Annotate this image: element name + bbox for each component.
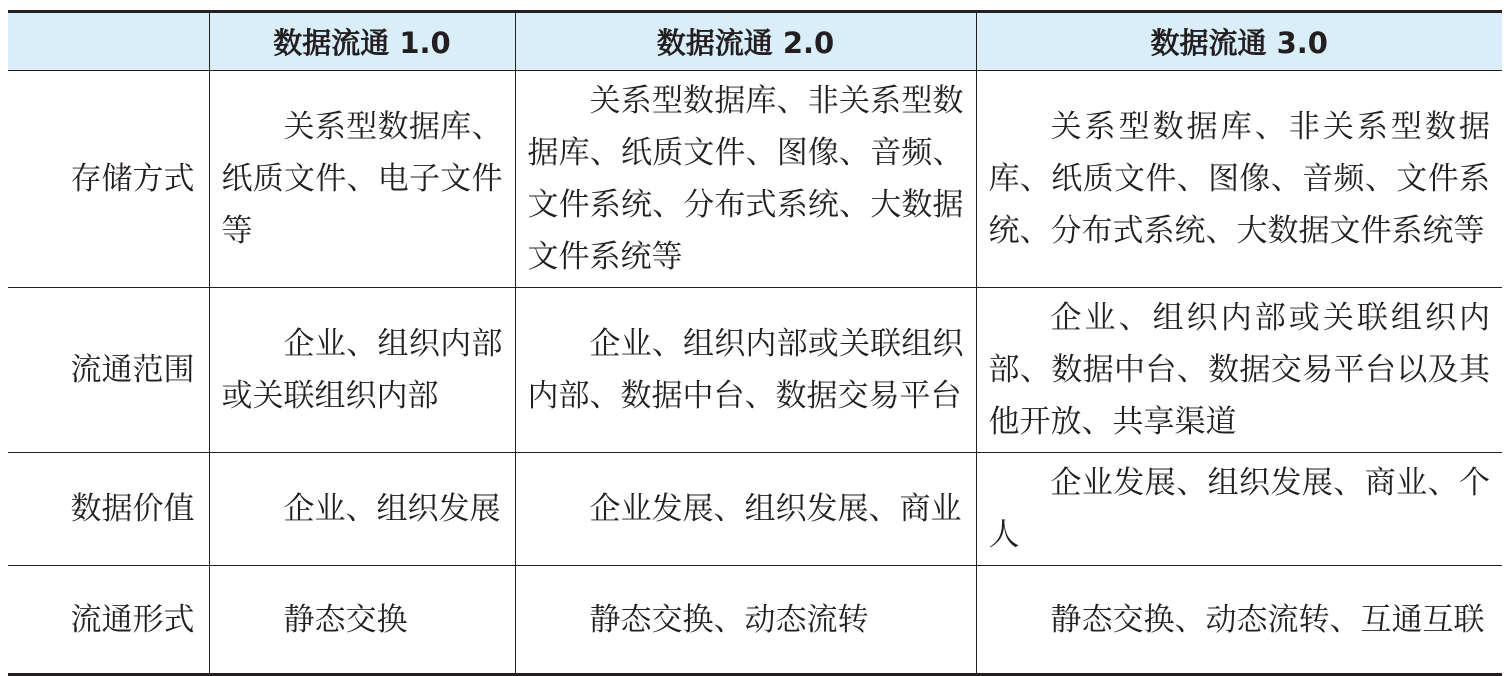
table-cell: 企业发展、组织发展、商业: [515, 453, 976, 566]
header-cell-v1: 数据流通 1.0: [209, 12, 515, 71]
table-row: [8, 453, 1502, 566]
table-cell: 关系型数据库、纸质文件、电子文件等: [209, 71, 515, 288]
table-cell: 企业、组织内部或关联组织内部、数据中台、数据交易平台以及其他开放、共享渠道: [976, 288, 1502, 453]
comparison-table: [8, 10, 1502, 676]
table-cell: 企业发展、组织发展、商业、个人: [976, 453, 1502, 566]
header-cell-v3: 数据流通 3.0: [976, 12, 1502, 71]
table-cell: 关系型数据库、非关系型数据库、纸质文件、图像、音频、文件系统、分布式系统、大数据文件系统等: [976, 71, 1502, 288]
header-cell-corner: [8, 12, 209, 71]
row-label: 存储方式: [8, 71, 209, 288]
table-cell: 静态交换、动态流转: [515, 566, 976, 675]
table-row: [8, 566, 1502, 675]
table-cell: 静态交换、动态流转、互通互联: [976, 566, 1502, 675]
row-label: 数据价值: [8, 453, 209, 566]
row-label: 流通形式: [8, 566, 209, 675]
table-row: [8, 288, 1502, 453]
row-label: 流通范围: [8, 288, 209, 453]
table-cell: 静态交换: [209, 566, 515, 675]
header-cell-v2: 数据流通 2.0: [515, 12, 976, 71]
table-cell: 企业、组织内部或关联组织内部: [209, 288, 515, 453]
table-row: [8, 71, 1502, 288]
table-cell: 企业、组织内部或关联组织内部、数据中台、数据交易平台: [515, 288, 976, 453]
table-cell: 企业、组织发展: [209, 453, 515, 566]
table-cell: 关系型数据库、非关系型数据库、纸质文件、图像、音频、文件系统、分布式系统、大数据文件系统等: [515, 71, 976, 288]
table-header-row: [8, 12, 1502, 71]
